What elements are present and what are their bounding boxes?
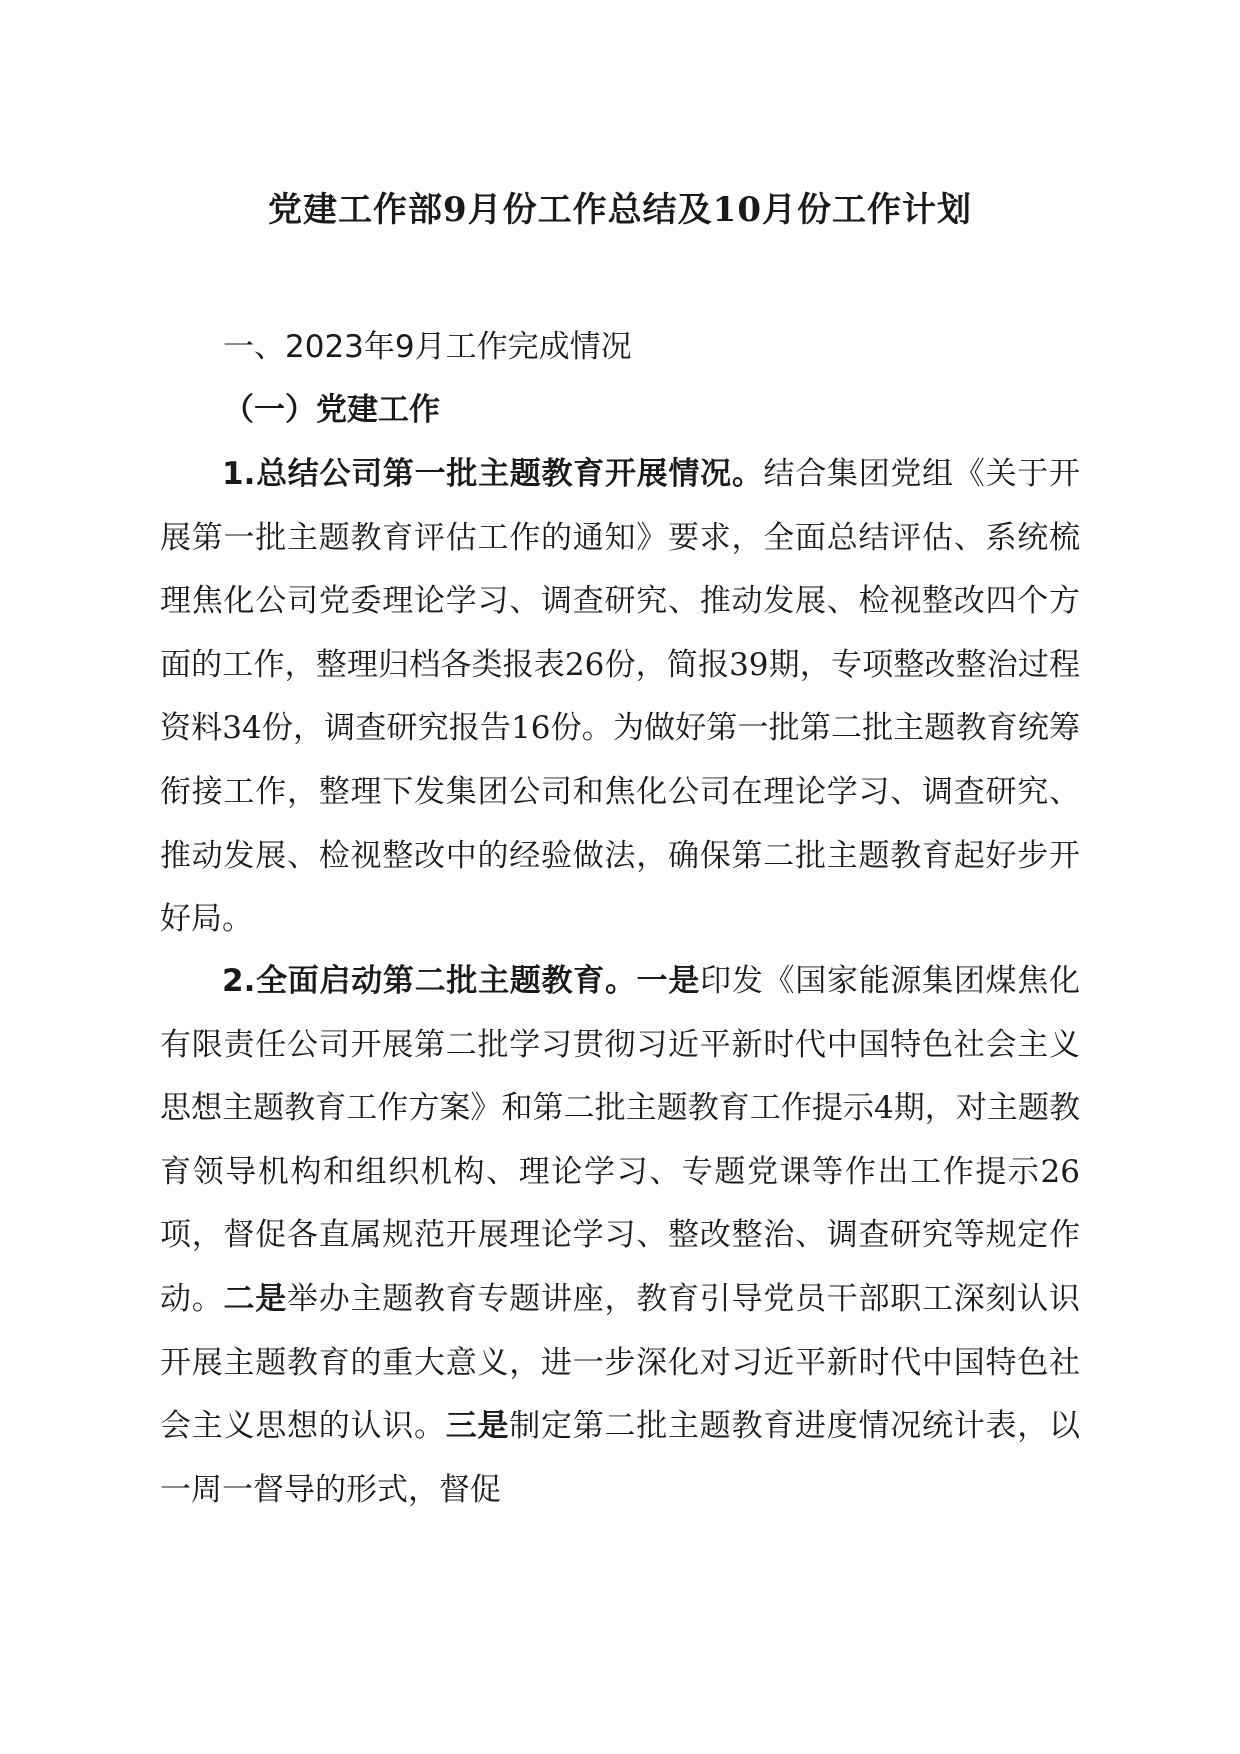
- document-title: 党建工作部9月份工作总结及10月份工作计划: [268, 190, 972, 230]
- item-1-marker: 一是: [636, 963, 701, 999]
- sub-heading: （一）党建工作: [223, 392, 440, 428]
- paragraph-1: [160, 443, 1080, 952]
- paragraph-2: [160, 950, 1080, 1522]
- item-3-text: 制定第二批主题教育进度情况统计表，以一周一督导的形式，督促: [160, 1408, 1080, 1508]
- paragraph-1-lead: 1.总结公司第一批主题教育开展情况。: [222, 456, 764, 492]
- item-2-marker: 二是: [223, 1280, 287, 1317]
- item-3-marker: 三是: [445, 1408, 510, 1445]
- item-1-text: 印发《国家能源集团煤焦化有限责任公司开展第二批学习贯彻习近平新时代中国特色社会主义思想主题教育工作方案》和第二批主题教育工作提示4期，对主题教育领导机构和组织机构、理论学习、专题党课等作出工作提示26项，督促各直属规范开展理论学习、整改整治、调查研究等规定作动。: [160, 963, 1080, 1317]
- item-2-text: 举办主题教育专题讲座，教育引导党员干部职工深刻认识开展主题教育的重大意义，进一步深化对习近平新时代中国特色社会主义思想的认识。: [160, 1280, 1080, 1445]
- paragraph-2-lead: 2.全面启动第二批主题教育。: [222, 963, 637, 999]
- section-heading: 一、2023年9月工作完成情况: [223, 329, 632, 365]
- paragraph-1-body: 结合集团党组《关于开展第一批主题教育评估工作的通知》要求，全面总结评估、系统梳理焦化公司党委理论学习、调查研究、推动发展、检视整改四个方面的工作，整理归档各类报表26份，简报39期，专项整改整治过程资料34份，调查研究报告16份。为做好第一批第二批主题教育统筹衔接工作，整理下发集团公司和焦化公司在理论学习、调查研究、推动发展、检视整改中的经验做法，确保第二批主题教育起好步开好局。: [160, 456, 1080, 938]
